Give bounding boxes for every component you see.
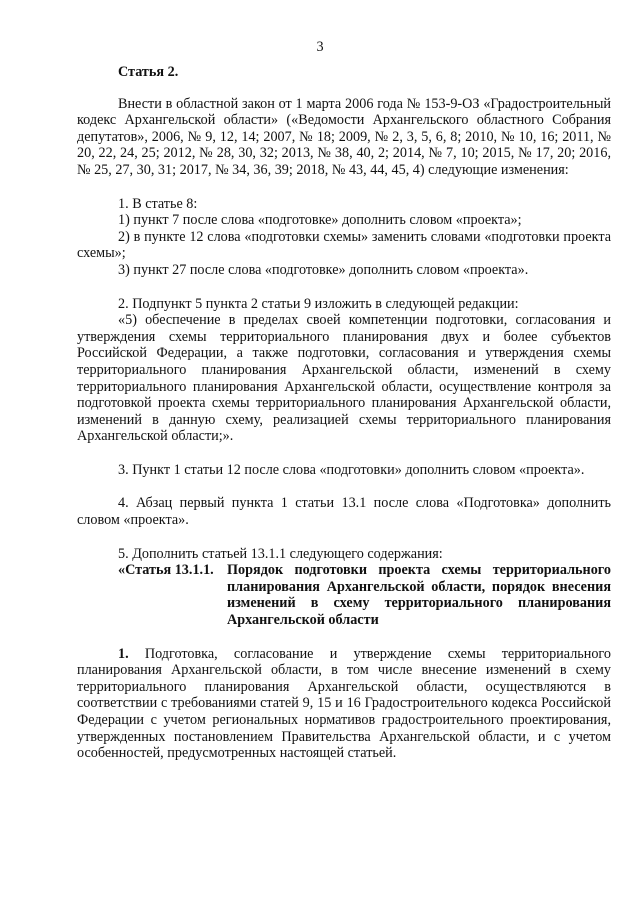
- paragraph-text: Подготовка, согласование и утверждение схемы территориального планирования Архангельской области, в том числе внесение изменений в схему территориального планирования Архангельской области, осуществляются в соответствии с требованиями статей 9, 15 и 16 Градостроительного кодекса Российской Федерации с учетом региональных нормативов градостроительного проектирования, утвержденных постановлением Правительства Архангельской области, и с учетом особенностей, предусмотренных настоящей статьей.: [77, 645, 611, 762]
- item2-quote: «5) обеспечение в пределах своей компетенции подготовки, согласования и утверждения схемы территориального планирования двух и более субъектов Российской Федерации, а также подготовки, согласования и утверждения схемы территориального планирования Архангельской области, изменений в схему территориального планирования Архангельской области, осуществление контроля за подготовкой проекта схемы территориального планирования Архангельской области, изменений в данную схему, реализацией схемы территориального планирования Архангельской области;».: [77, 312, 611, 445]
- page-number: 3: [316, 39, 324, 55]
- document-body: [77, 64, 611, 762]
- item1-sub2: 2) в пункте 12 слова «подготовки схемы» заменить словами «подготовки проекта схемы»;: [77, 228, 611, 262]
- new-article-header: [77, 562, 611, 628]
- item2-heading: 2. Подпункт 5 пункта 2 статьи 9 изложить в следующей редакции:: [118, 295, 519, 312]
- new-article-label: «Статья 13.1.1.: [118, 562, 214, 579]
- item5-heading: 5. Дополнить статьей 13.1.1 следующего содержания:: [118, 545, 443, 562]
- item1-sub3: 3) пункт 27 после слова «подготовке» дополнить словом «проекта».: [118, 261, 529, 278]
- item3-paragraph: 3. Пункт 1 статьи 12 после слова «подготовки» дополнить словом «проекта».: [118, 461, 585, 478]
- new-article-paragraph-1: [77, 646, 611, 762]
- item1-heading: 1. В статье 8:: [118, 195, 198, 212]
- paragraph-number: 1.: [118, 645, 129, 662]
- item4-paragraph: 4. Абзац первый пункта 1 статьи 13.1 после слова «Подготовка» дополнить словом «проекта».: [77, 495, 611, 529]
- item1-sub1: 1) пункт 7 после слова «подготовке» дополнить словом «проекта»;: [118, 212, 522, 229]
- new-article-title: Порядок подготовки проекта схемы территориального планирования Архангельской области, порядок внесения изменений в схему территориального планирования Архангельской области: [227, 562, 611, 629]
- intro-paragraph: Внести в областной закон от 1 марта 2006 года № 153-9-ОЗ «Градостроительный кодекс Архангельской области» («Ведомости Архангельского областного Собрания депутатов», 2006, № 9, 12, 14; 2007, № 18; 2009, № 2, 3, 5, 6, 8; 2010, № 10, 16; 2011, № 20, 22, 24, 25; 2012, № 28, 30, 32; 2013, № 38, 40, 2; 2014, № 7, 10; 2015, № 17, 20; 2016, № 25, 27, 30, 31; 2017, № 34, 36, 39; 2018, № 43, 44, 45, 4) следующие изменения:: [77, 95, 611, 178]
- article-heading: Статья 2.: [118, 64, 179, 80]
